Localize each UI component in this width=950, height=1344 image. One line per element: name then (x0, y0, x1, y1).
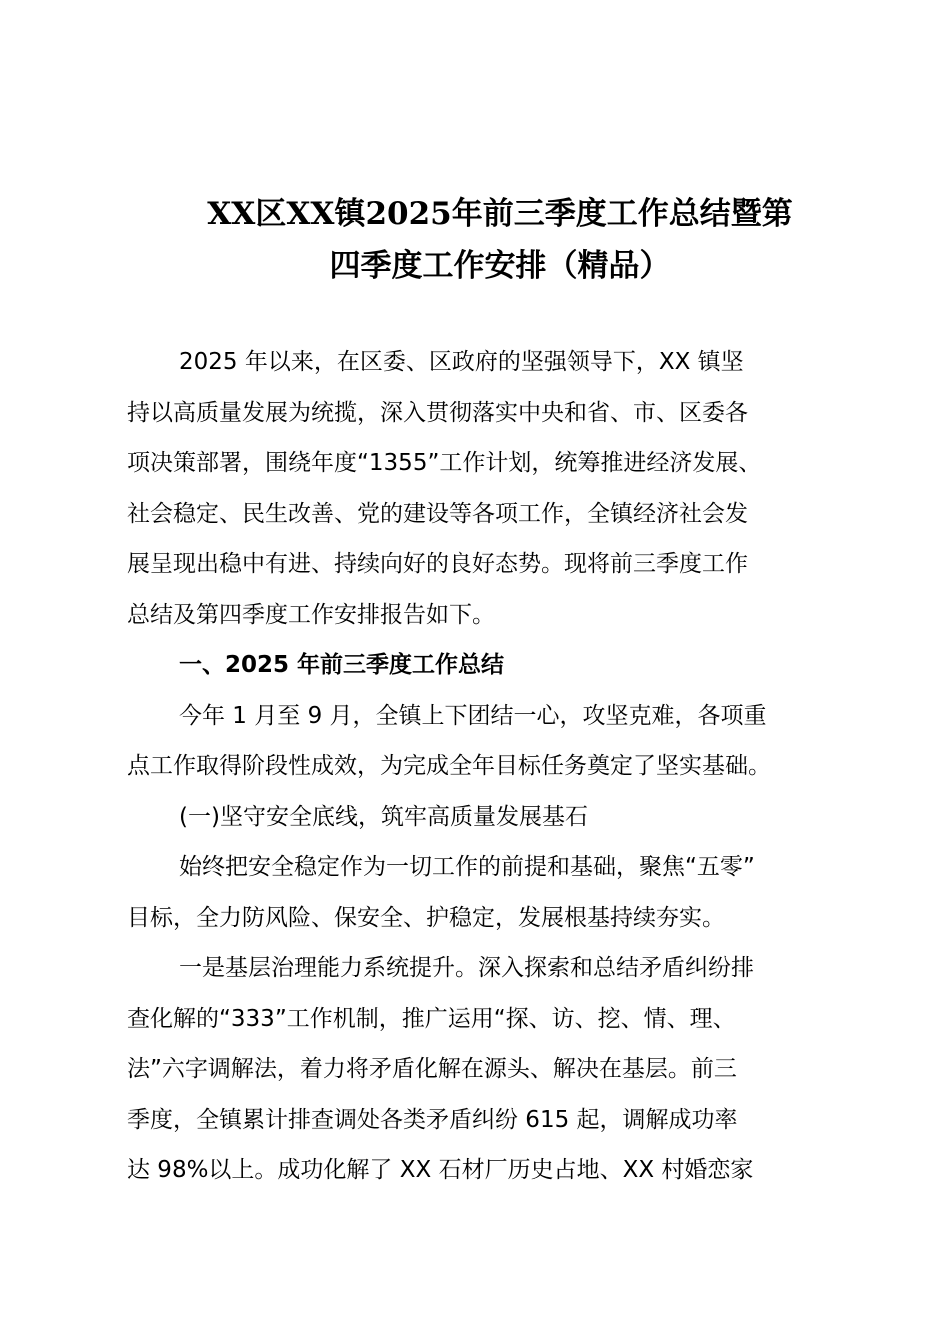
subsection-heading: (一)坚守安全底线，筑牢高质量发展基石 (179, 803, 588, 830)
document-title (150, 188, 850, 292)
text-line: 达 98%以上。成功化解了 XX 石材厂历史占地、XX 村婚恋家 (127, 1157, 754, 1183)
text-line: 点工作取得阶段性成效，为完成全年目标任务奠定了坚实基础。 (127, 753, 771, 779)
document-body (127, 337, 827, 1196)
title-line-1: XX区XX镇2025年前三季度工作总结暨第 (207, 196, 793, 232)
subsection-paragraph (127, 842, 827, 943)
text-line: 始终把安全稳定作为一切工作的前提和基础，聚焦“五零” (179, 854, 755, 880)
text-line: 查化解的“333”工作机制，推广运用“探、访、挖、情、理、 (127, 1005, 736, 1032)
text-line: 2025 年以来，在区委、区政府的坚强领导下，XX 镇坚 (179, 349, 744, 375)
point-paragraph (127, 943, 827, 1196)
text-line: 今年 1 月至 9 月，全镇上下团结一心，攻坚克难，各项重 (179, 702, 767, 729)
title-line-2: 四季度工作安排（精品） (329, 248, 671, 284)
text-line: 项决策部署，围绕年度“1355”工作计划，统筹推进经济发展、 (127, 450, 762, 476)
text-line: 法”六字调解法，着力将矛盾化解在源头、解决在基层。前三 (127, 1056, 737, 1082)
section-paragraph (127, 691, 827, 792)
text-line: 季度，全镇累计排查调处各类矛盾纠纷 615 起，调解成功率 (127, 1106, 738, 1133)
text-line: 持以高质量发展为统揽，深入贯彻落实中央和省、市、区委各 (127, 399, 748, 426)
intro-paragraph (127, 337, 827, 640)
text-line: 总结及第四季度工作安排报告如下。 (127, 601, 495, 628)
text-line: 目标，全力防风险、保安全、护稳定，发展根基持续夯实。 (127, 904, 725, 931)
text-line: 展呈现出稳中有进、持续向好的良好态势。现将前三季度工作 (127, 551, 748, 577)
text-line: 一是基层治理能力系统提升。深入探索和总结矛盾纠纷排 (179, 955, 754, 981)
section-heading: 一、2025 年前三季度工作总结 (179, 652, 505, 678)
text-line: 社会稳定、民生改善、党的建设等各项工作，全镇经济社会发 (127, 500, 748, 527)
